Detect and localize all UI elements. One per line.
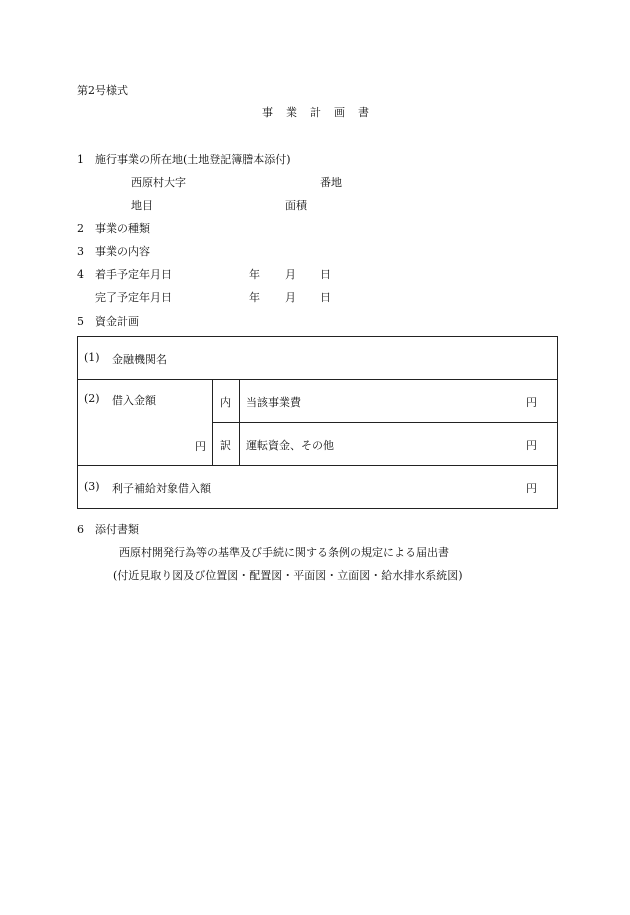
item2-label: 事業の種類 xyxy=(95,222,150,235)
attachment-line2: (付近見取り図及び位置図・配置図・平面図・立面図・給水排水系統図) xyxy=(113,569,463,582)
loan-amount-cell xyxy=(78,380,213,466)
item2-number: 2 xyxy=(77,222,84,235)
lot-number-suffix: 番地 xyxy=(320,176,342,189)
project-cost-yen: 円 xyxy=(526,396,538,409)
project-cost-label: 当該事業費 xyxy=(246,396,301,409)
start-month: 月 xyxy=(285,268,296,281)
item4-number: 4 xyxy=(77,268,84,281)
item1-label: 施行事業の所在地(土地登記簿謄本添付) xyxy=(95,153,291,166)
item1-number: 1 xyxy=(77,153,84,166)
breakdown-top-cell xyxy=(213,380,240,423)
funding-plan-table xyxy=(77,336,558,509)
start-date-label: 着手予定年月日 xyxy=(95,268,172,281)
working-capital-label: 運転資金、その他 xyxy=(246,439,334,452)
row1-number: (1) xyxy=(84,351,100,364)
working-capital-cell xyxy=(240,423,558,466)
document-title: 事 業 計 画 書 xyxy=(262,106,370,119)
end-year: 年 xyxy=(249,291,260,304)
financial-institution-row xyxy=(78,337,558,380)
item3-label: 事業の内容 xyxy=(95,245,150,258)
working-capital-yen: 円 xyxy=(526,439,538,452)
address-prefix: 西原村大字 xyxy=(131,176,186,189)
subsidy-loan-row xyxy=(78,466,558,509)
breakdown-label-bottom: 訳 xyxy=(220,439,231,452)
end-date-label: 完了予定年月日 xyxy=(95,291,172,304)
land-category: 地目 xyxy=(131,199,153,212)
loan-amount-yen: 円 xyxy=(195,440,206,453)
row2-number: (2) xyxy=(84,392,100,405)
item5-label: 資金計画 xyxy=(95,315,139,328)
end-month: 月 xyxy=(285,291,296,304)
breakdown-label-top: 内 xyxy=(220,396,231,409)
breakdown-bottom-cell xyxy=(213,423,240,466)
subsidy-loan-label: 利子補給対象借入額 xyxy=(112,482,211,495)
subsidy-loan-yen: 円 xyxy=(526,482,538,495)
item5-number: 5 xyxy=(77,315,84,328)
item3-number: 3 xyxy=(77,245,84,258)
financial-institution-label: 金融機関名 xyxy=(112,353,167,366)
item6-label: 添付書類 xyxy=(95,523,139,536)
row3-number: (3) xyxy=(84,480,100,493)
start-day: 日 xyxy=(320,268,331,281)
attachment-line1: 西原村開発行為等の基準及び手続に関する条例の規定による届出書 xyxy=(119,546,449,559)
form-number: 第2号様式 xyxy=(77,84,128,97)
item6-number: 6 xyxy=(77,523,84,536)
land-area: 面積 xyxy=(285,199,307,212)
project-cost-cell xyxy=(240,380,558,423)
start-year: 年 xyxy=(249,268,260,281)
loan-amount-label: 借入金額 xyxy=(112,394,156,407)
end-day: 日 xyxy=(320,291,331,304)
